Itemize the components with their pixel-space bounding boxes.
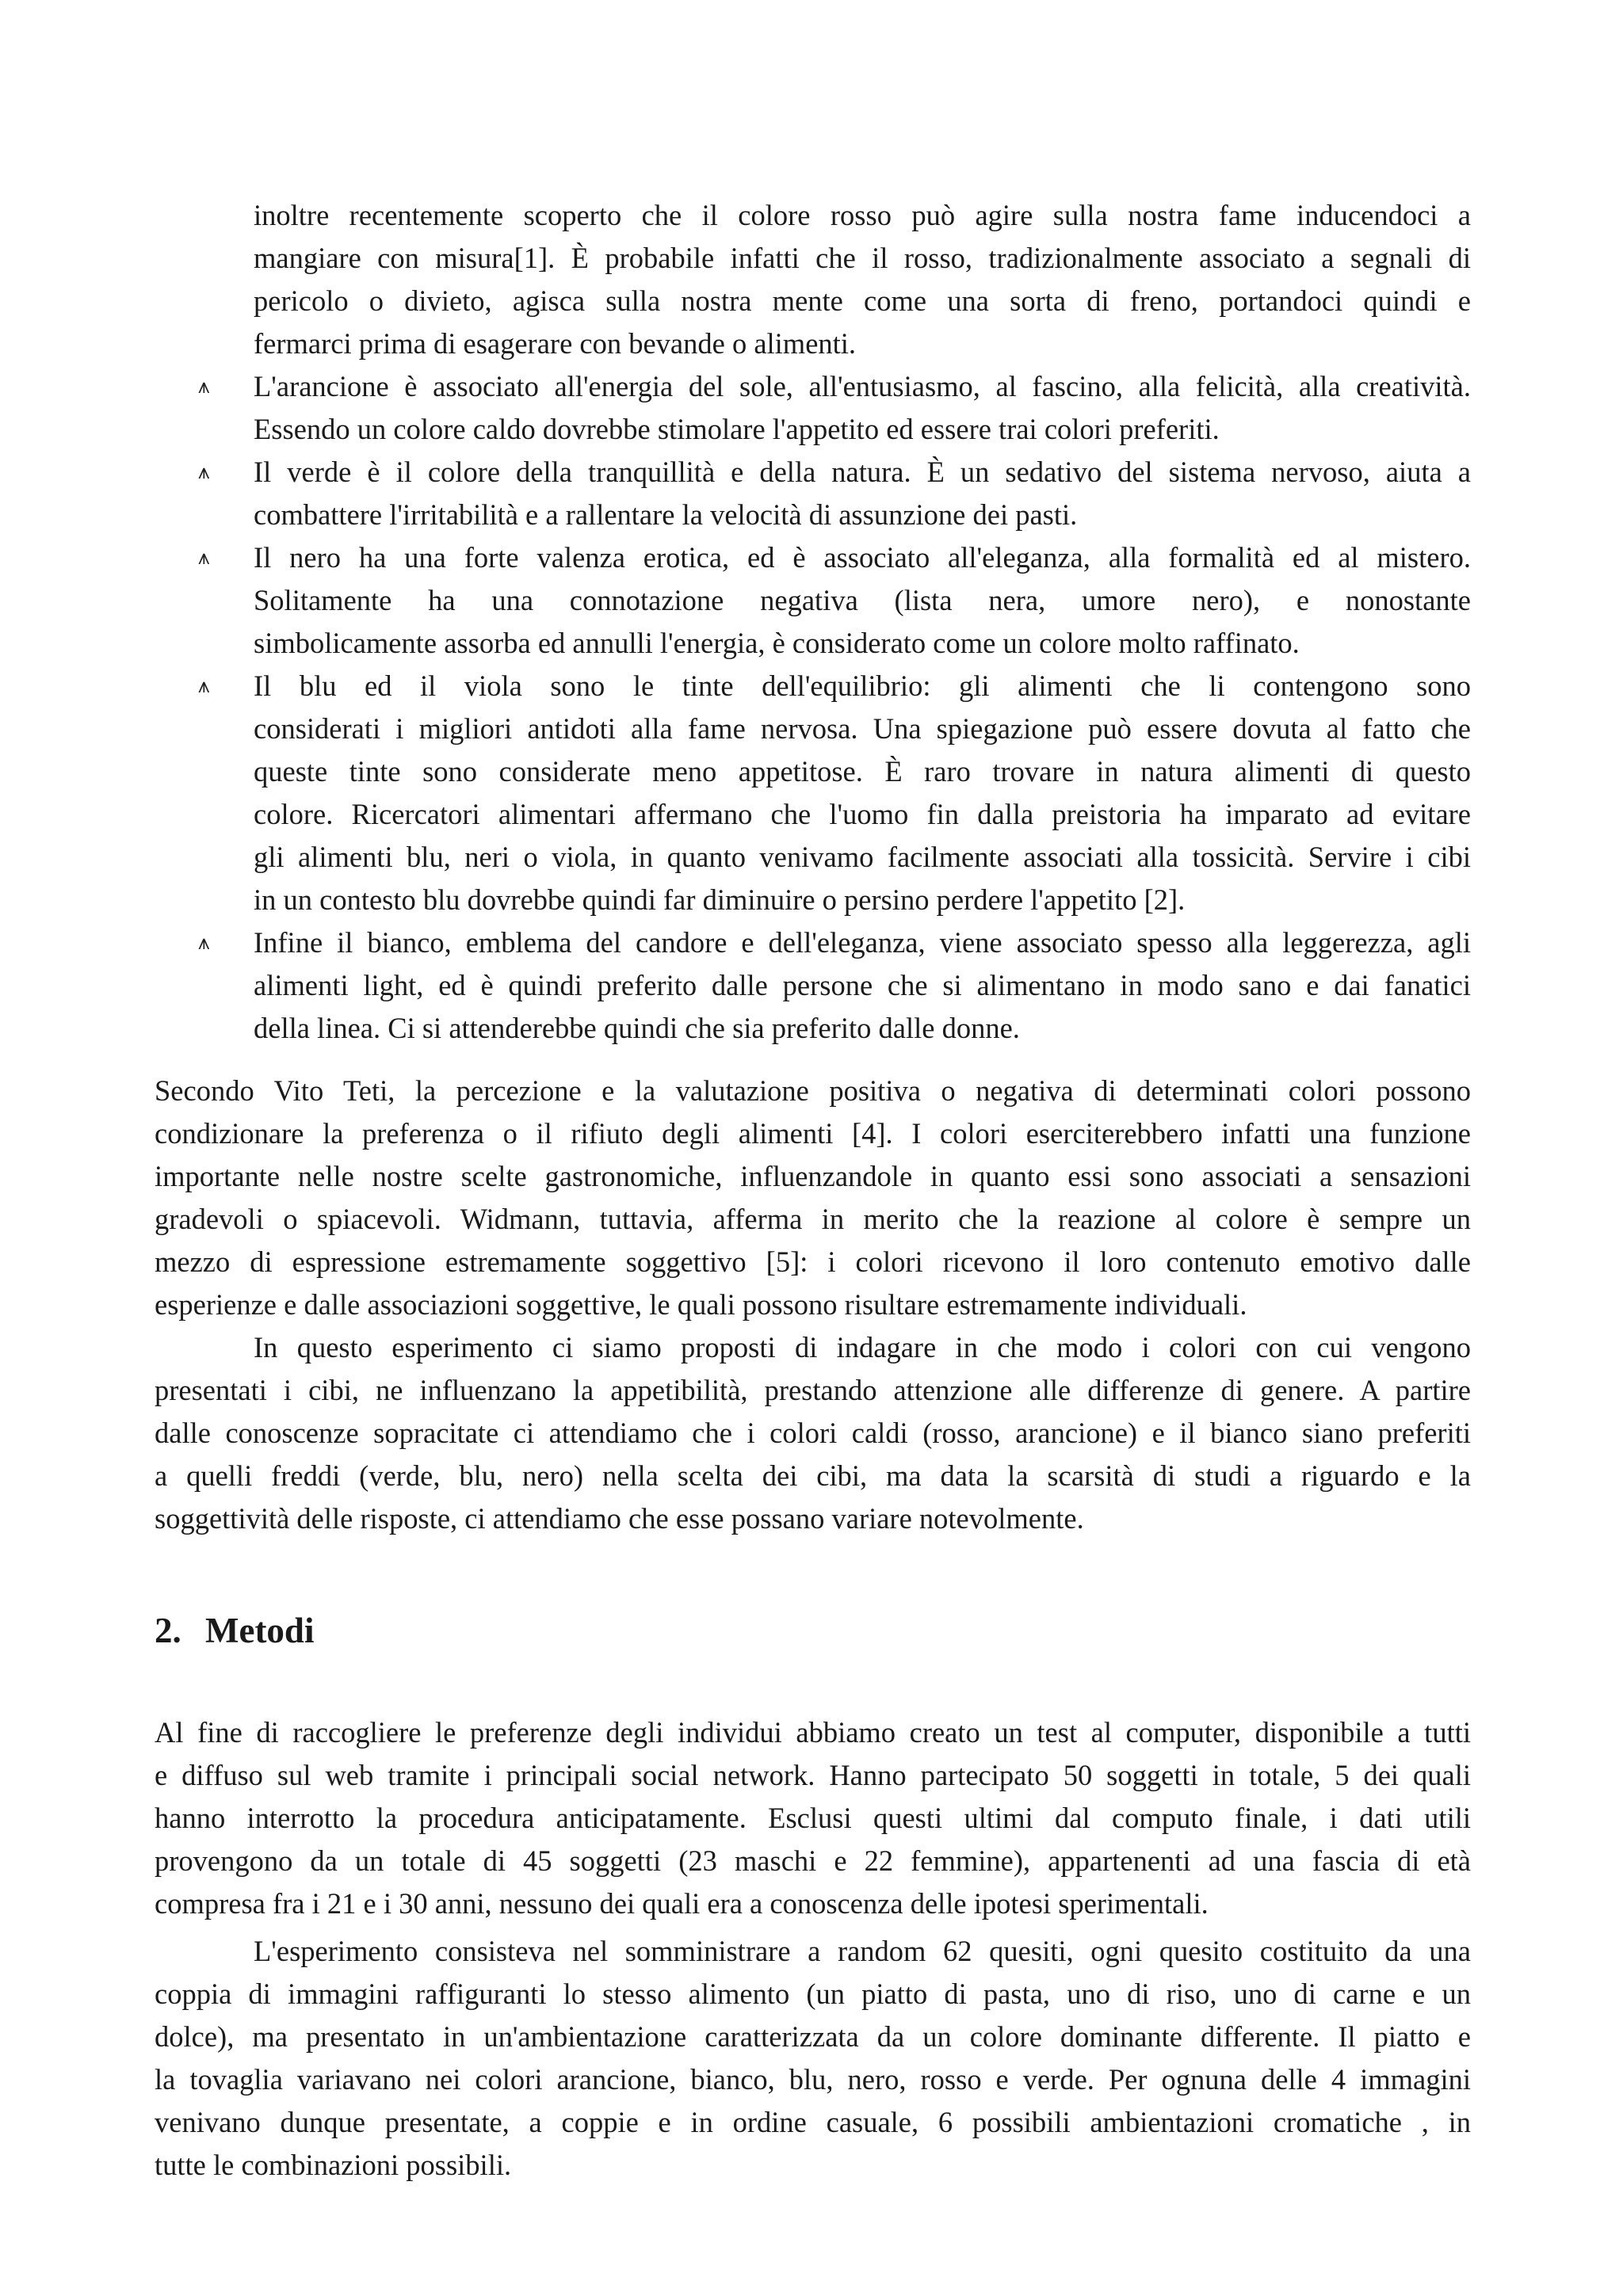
- intro-continuation-paragraph: [254, 194, 1471, 365]
- text-line: alimenti light, ed è quindi preferito dalle persone che si alimentano in modo sano e dai fanatici: [254, 969, 1471, 1001]
- text-line: gli alimenti blu, neri o viola, in quanto venivamo facilmente associati alla tossicità. Servire i cibi: [254, 841, 1471, 873]
- text-line: della linea. Ci si attenderebbe quindi che sia preferito dalle donne.: [254, 1012, 1020, 1044]
- text-line: venivano dunque presentate, a coppie e in ordine casuale, 6 possibili ambientazioni cromatiche , in: [155, 2106, 1471, 2138]
- list-item-orange: [198, 365, 1471, 451]
- text-line: queste tinte sono considerate meno appetitose. È raro trovare in natura alimenti di questo: [254, 755, 1471, 788]
- text-line: colore. Ricercatori alimentari affermano che l'uomo fin dalla preistoria ha imparato ad evitare: [254, 798, 1471, 830]
- list-item-black: [198, 536, 1471, 665]
- section-number: 2.: [155, 1611, 181, 1650]
- bullet-icon: ⩚: [198, 931, 210, 955]
- text-line: coppia di immagini raffiguranti lo stesso alimento (un piatto di pasta, uno di riso, uno di carne e un: [155, 1978, 1471, 2010]
- text-line: presentati i cibi, ne influenzano la appetibilità, prestando attenzione alle differenze di genere. A partire: [155, 1374, 1471, 1406]
- text-line: Essendo un colore caldo dovrebbe stimolare l'appetito ed essere trai colori preferiti.: [254, 413, 1220, 445]
- text-line: Solitamente ha una connotazione negativa (lista nera, umore nero), e nonostante: [254, 584, 1471, 616]
- text-line: L'esperimento consisteva nel somministrare a random 62 quesiti, ogni quesito costituito da una: [254, 1935, 1471, 1967]
- text-line: Il nero ha una forte valenza erotica, ed è associato all'eleganza, alla formalità ed al mistero.: [254, 541, 1471, 574]
- text-line: soggettività delle risposte, ci attendiamo che esse possano variare notevolmente.: [155, 1502, 1084, 1535]
- text-line: dolce), ma presentato in un'ambientazione caratterizzata da un colore dominante differente. Il piatto e: [155, 2020, 1471, 2053]
- text-line: considerati i migliori antidoti alla fame nervosa. Una spiegazione può essere dovuta al fatto che: [254, 712, 1471, 745]
- paragraph-procedure: [155, 1930, 1471, 2187]
- text-line: mangiare con misura[1]. È probabile infatti che il rosso, tradizionalmente associato a segnali di: [254, 242, 1471, 274]
- text-line: Secondo Vito Teti, la percezione e la valutazione positiva o negativa di determinati colori possono: [155, 1074, 1471, 1107]
- text-line: Al fine di raccogliere le preferenze degli individui abbiamo creato un test al computer, disponibile a tutti: [155, 1716, 1471, 1749]
- text-line: hanno interrotto la procedura anticipatamente. Esclusi questi ultimi dal computo finale, i dati utili: [155, 1802, 1471, 1834]
- text-line: dalle conoscenze sopracitate ci attendiamo che i colori caldi (rosso, arancione) e il bianco siano preferiti: [155, 1417, 1471, 1449]
- text-line: condizionare la preferenza o il rifiuto degli alimenti [4]. I colori eserciterebbero infatti una funzione: [155, 1117, 1471, 1150]
- paragraph-teti: [155, 1070, 1471, 1326]
- paragraph-hypothesis: [155, 1326, 1471, 1540]
- text-line: provengono da un totale di 45 soggetti (23 maschi e 22 femmine), appartenenti ad una fascia di età: [155, 1844, 1471, 1877]
- text-line: mezzo di espressione estremamente soggettivo [5]: i colori ricevono il loro contenuto emotivo dalle: [155, 1245, 1471, 1278]
- text-line: la tovaglia variavano nei colori arancione, bianco, blu, nero, rosso e verde. Per ognuna delle 4 immagini: [155, 2063, 1471, 2096]
- section-heading: [155, 1607, 314, 1654]
- bullet-icon: ⩚: [198, 546, 210, 570]
- text-line: Infine il bianco, emblema del candore e dell'eleganza, viene associato spesso alla leggerezza, agli: [254, 926, 1471, 959]
- text-line: importante nelle nostre scelte gastronomiche, influenzandole in quanto essi sono associati a sensazioni: [155, 1160, 1471, 1192]
- bullet-icon: ⩚: [198, 674, 210, 698]
- text-line: L'arancione è associato all'energia del sole, all'entusiasmo, al fascino, alla felicità, alla creatività.: [254, 370, 1471, 402]
- paragraph-participants: [155, 1711, 1471, 1925]
- text-line: Il verde è il colore della tranquillità e della natura. È un sedativo del sistema nervoso, aiuta a: [254, 456, 1471, 488]
- list-item-white: [198, 921, 1471, 1050]
- text-line: compresa fra i 21 e i 30 anni, nessuno dei quali era a conoscenza delle ipotesi sperimentali.: [155, 1887, 1209, 1920]
- text-line: inoltre recentemente scoperto che il colore rosso può agire sulla nostra fame inducendoci a: [254, 199, 1471, 231]
- bullet-icon: ⩚: [198, 375, 210, 399]
- text-line: esperienze e dalle associazioni soggettive, le quali possono risultare estremamente individuali.: [155, 1288, 1247, 1321]
- text-line: simbolicamente assorba ed annulli l'energia, è considerato come un colore molto raffinato.: [254, 627, 1300, 659]
- list-item-green: [198, 451, 1471, 536]
- text-line: gradevoli o spiacevoli. Widmann, tuttavia, afferma in merito che la reazione al colore è sempre un: [155, 1203, 1471, 1235]
- text-line: combattere l'irritabilità e a rallentare la velocità di assunzione dei pasti.: [254, 498, 1078, 531]
- text-line: tutte le combinazioni possibili.: [155, 2149, 512, 2181]
- text-line: in un contesto blu dovrebbe quindi far diminuire o persino perdere l'appetito [2].: [254, 883, 1186, 916]
- text-line: In questo esperimento ci siamo proposti di indagare in che modo i colori con cui vengono: [254, 1331, 1471, 1363]
- text-line: Il blu ed il viola sono le tinte dell'equilibrio: gli alimenti che li contengono sono: [254, 669, 1471, 702]
- list-item-blue-violet: [198, 665, 1471, 921]
- text-line: pericolo o divieto, agisca sulla nostra mente come una sorta di freno, portandoci quindi e: [254, 284, 1471, 317]
- bullet-icon: ⩚: [198, 460, 210, 484]
- color-meaning-list: [198, 365, 1471, 1050]
- section-title: Metodi: [205, 1611, 315, 1650]
- text-line: e diffuso sul web tramite i principali social network. Hanno partecipato 50 soggetti in totale, 5 dei quali: [155, 1759, 1471, 1791]
- text-line: fermarci prima di esagerare con bevande o alimenti.: [254, 327, 857, 360]
- text-line: a quelli freddi (verde, blu, nero) nella scelta dei cibi, ma data la scarsità di studi a riguardo e la: [155, 1459, 1471, 1492]
